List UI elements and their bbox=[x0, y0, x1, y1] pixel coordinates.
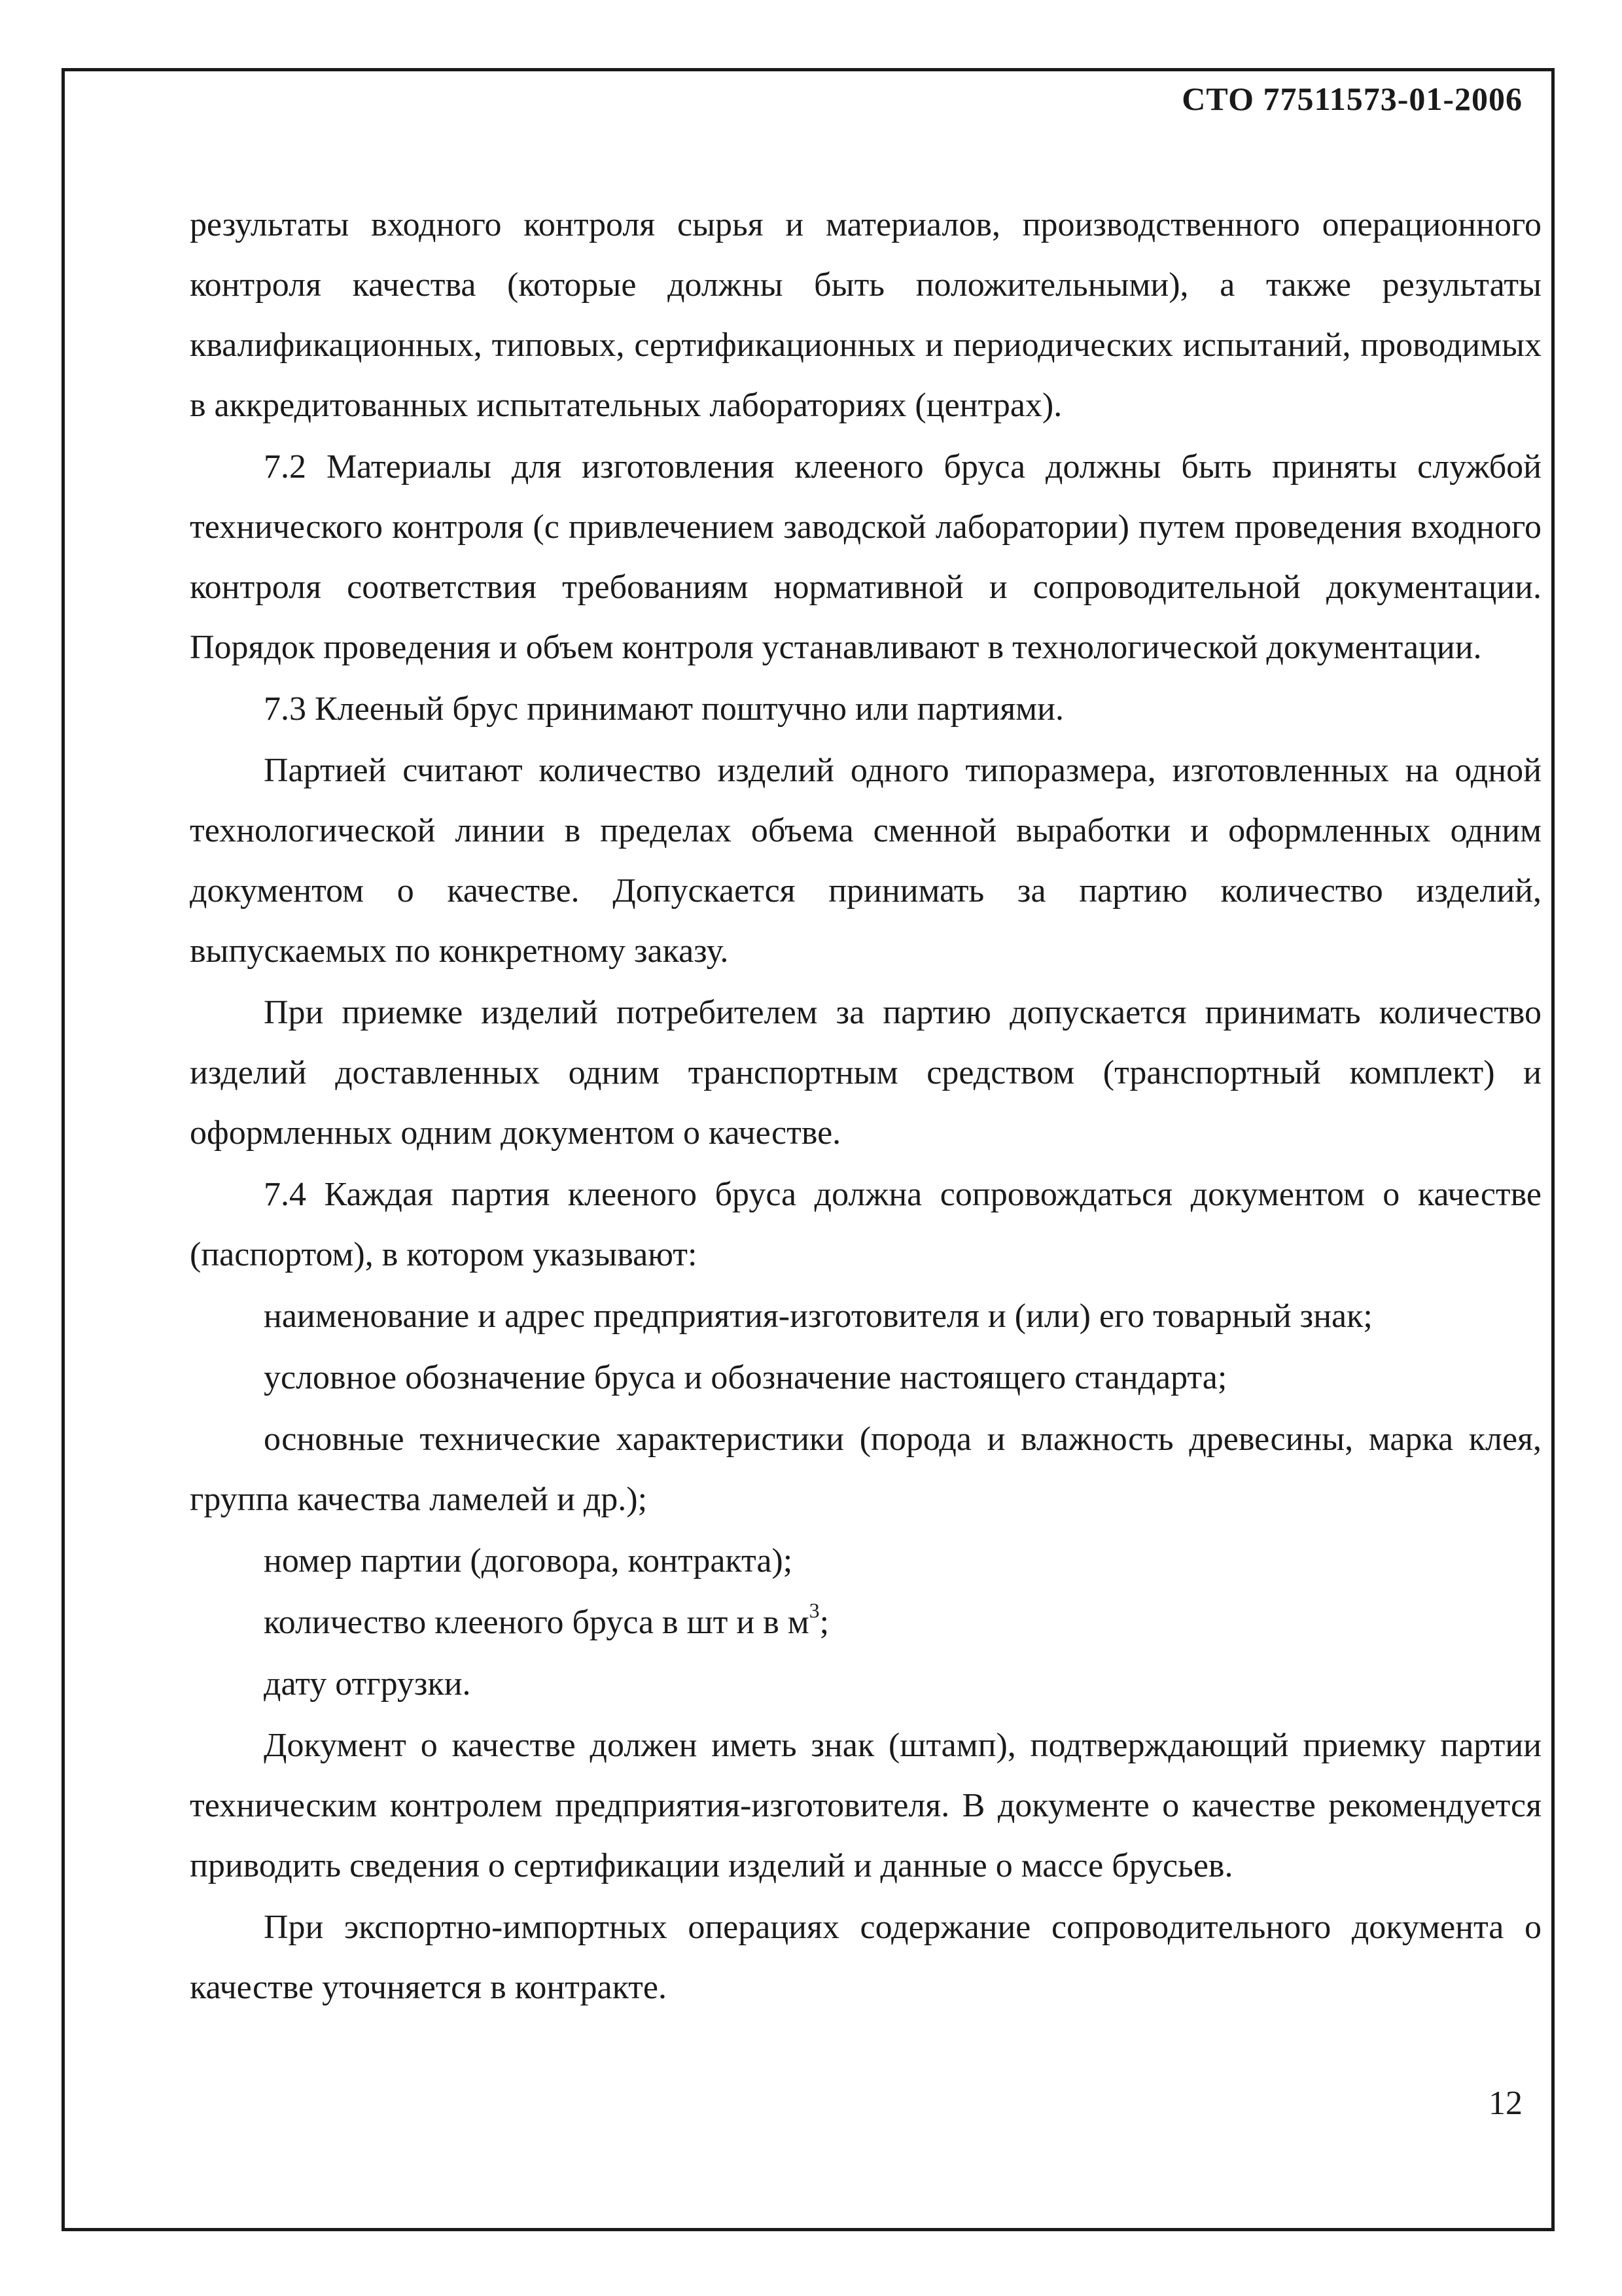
paragraph-consumer-acceptance: При приемке изделий потребителем за партию допускается принимать количество изделий доставленных одним транспортным средством (транспортный комплект) и оформленных одним документом о качестве. bbox=[190, 994, 1542, 1152]
list-item-quantity bbox=[190, 1593, 1542, 1653]
page-number: 12 bbox=[1489, 2085, 1523, 2122]
paragraph-7-2-materials: 7.2 Материалы для изготовления клееного бруса должны быть приняты службой технического контроля (с привлечением заводской лаборатории) путем проведения входного контроля соответствия требованиям нормативной и сопроводительной документации. Порядок проведения и объем контроля устанавливают в технологической документации. bbox=[190, 448, 1542, 666]
list-item-batch-number: номер партии (договора, контракта); bbox=[264, 1542, 793, 1580]
document-code: СТО 77511573-01-2006 bbox=[1182, 80, 1523, 117]
list-item-designation: условное обозначение бруса и обозначение настоящего стандарта; bbox=[264, 1359, 1227, 1396]
list-item-shipment-date: дату отгрузки. bbox=[264, 1665, 471, 1703]
paragraph-export-import: При экспортно-импортных операциях содержание сопроводительного документа о качестве уточняется в контракте. bbox=[190, 1909, 1542, 2006]
paragraph-incoming-control-results: результаты входного контроля сырья и материалов, производственного операционного контроля качества (которые должны быть положительными), а также результаты квалификационных, типовых, сертификационных и периодических испытаний, проводимых в аккредитованных испытательных лабораториях (центрах). bbox=[190, 206, 1542, 424]
paragraph-7-4-quality-document: 7.4 Каждая партия клееного бруса должна сопровождаться документом о качестве (паспортом), в котором указывают: bbox=[190, 1176, 1542, 1273]
quantity-suffix: ; bbox=[819, 1604, 830, 1641]
list-item-manufacturer-name: наименование и адрес предприятия-изготовителя и (или) его товарный знак; bbox=[264, 1298, 1373, 1335]
document-body bbox=[190, 195, 1542, 2019]
paragraph-7-3-acceptance: 7.3 Клееный брус принимают поштучно или партиями. bbox=[264, 690, 1064, 728]
quantity-text: количество клееного бруса в шт и в м bbox=[264, 1604, 809, 1641]
paragraph-stamp-requirement: Документ о качестве должен иметь знак (штамп), подтверждающий приемку партии техническим контролем предприятия-изготовителя. В документе о качестве рекомендуется приводить сведения о сертификации изделий и данные о массе брусьев. bbox=[190, 1727, 1542, 1884]
paragraph-batch-definition: Партией считают количество изделий одного типоразмера, изготовленных на одной технологической линии в пределах объема сменной выработки и оформленных одним документом о качестве. Допускается принимать за партию количество изделий, выпускаемых по конкретному заказу. bbox=[190, 752, 1542, 970]
list-item-technical-characteristics: основные технические характеристики (порода и влажность древесины, марка клея, группа качества ламелей и др.); bbox=[190, 1421, 1542, 1518]
quantity-superscript: 3 bbox=[809, 1598, 820, 1622]
